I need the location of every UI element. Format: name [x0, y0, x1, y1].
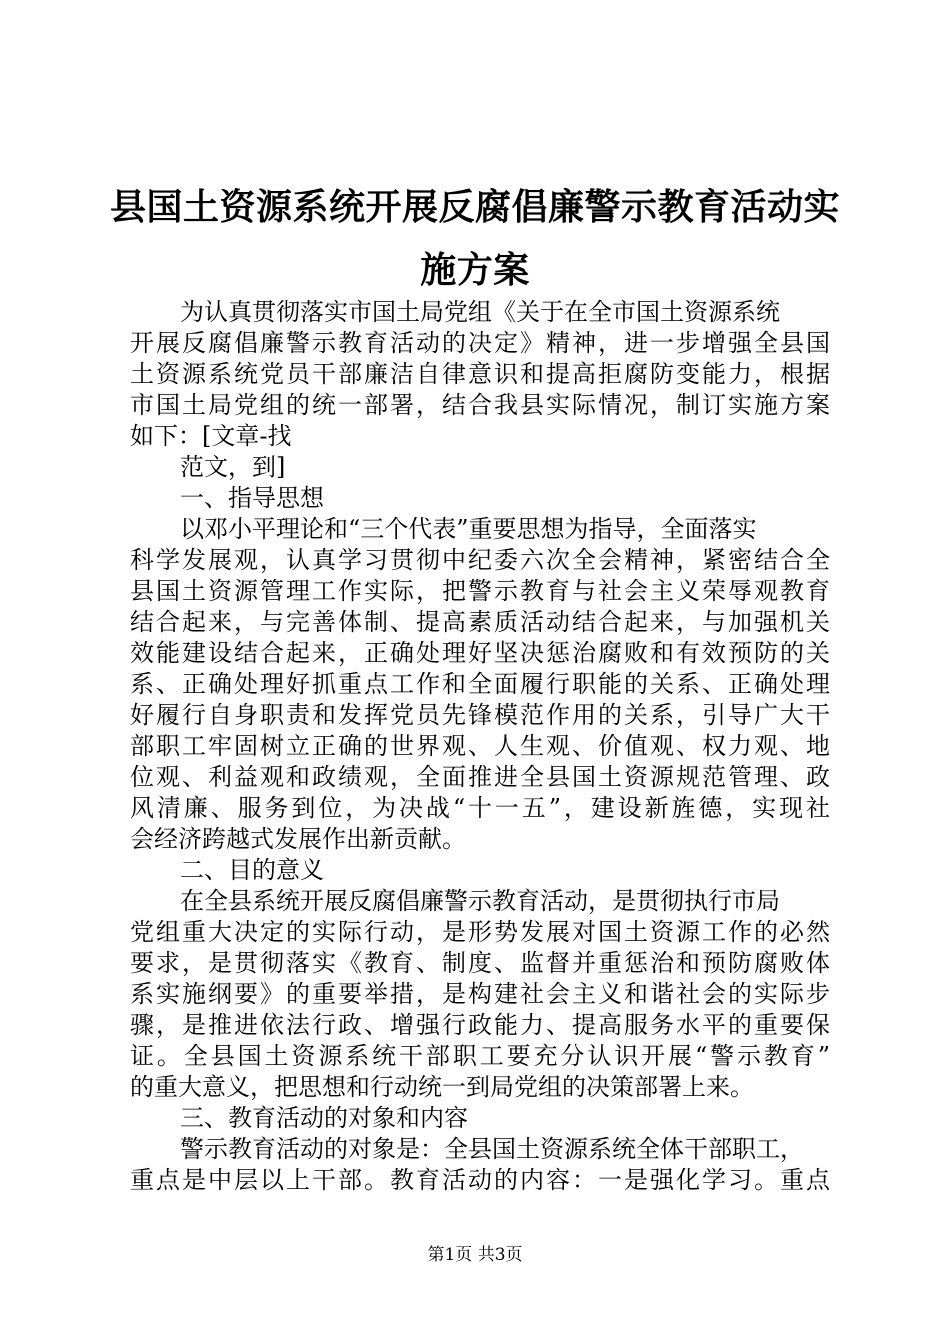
body-line: 党组重大决定的实际行动，是形势发展对国土资源工作的必然 — [130, 918, 830, 946]
body-line: 县国土资源管理工作实际，把警示教育与社会主义荣辱观教育 — [130, 577, 830, 605]
document-body — [130, 297, 830, 1196]
body-line: 骤，是推进依法行政、增强行政能力、提高服务水平的重要保 — [130, 1011, 830, 1039]
body-line: 如下：[文章-找 — [130, 422, 292, 450]
body-line: 要求，是贯彻落实《教育、制度、监督并重惩治和预防腐败体 — [130, 949, 830, 977]
body-line: 风清廉、服务到位，为决战“十一五”，建设新旌德，实现社 — [130, 794, 830, 822]
body-line: 证。全县国土资源系统干部职工要充分认识开展“警示教育” — [130, 1042, 830, 1070]
body-line: 土资源系统党员干部廉洁自律意识和提高拒腐防变能力，根据 — [130, 360, 830, 388]
body-line: 位观、利益观和政绩观，全面推进全县国土资源规范管理、政 — [130, 763, 830, 791]
body-line: 好履行自身职责和发挥党员先锋模范作用的关系，引导广大干 — [130, 701, 830, 729]
body-line: 部职工牢固树立正确的世界观、人生观、价值观、权力观、地 — [130, 732, 830, 760]
body-line: 在全县系统开展反腐倡廉警示教育活动，是贯彻执行市局 — [180, 887, 780, 915]
section-heading: 三、教育活动的对象和内容 — [180, 1104, 468, 1132]
document-title-line-2: 施方案 — [420, 249, 530, 291]
body-line: 科学发展观，认真学习贯彻中纪委六次全会精神，紧密结合全 — [130, 546, 830, 574]
body-line: 的重大意义，把思想和行动统一到局党组的决策部署上来。 — [130, 1073, 754, 1101]
body-line: 警示教育活动的对象是：全县国土资源系统全体干部职工， — [180, 1135, 804, 1163]
body-line: 以邓小平理论和“三个代表”重要思想为指导，全面落实 — [180, 515, 757, 543]
body-line: 范文，到] — [180, 453, 286, 481]
body-line: 为认真贯彻落实市国土局党组《关于在全市国土资源系统 — [180, 298, 780, 326]
body-line: 市国土局党组的统一部署，结合我县实际情况，制订实施方案 — [130, 391, 830, 419]
document-title-line-1: 县国土资源系统开展反腐倡廉警示教育活动实 — [109, 186, 840, 228]
body-line: 会经济跨越式发展作出新贡献。 — [130, 825, 466, 853]
body-line: 结合起来，与完善体制、提高素质活动结合起来，与加强机关 — [130, 608, 830, 636]
body-line: 重点是中层以上干部。教育活动的内容：一是强化学习。重点 — [130, 1166, 830, 1194]
page-number-footer: 第1页 共3页 — [427, 1245, 523, 1265]
body-line: 系实施纲要》的重要举措，是构建社会主义和谐社会的实际步 — [130, 980, 830, 1008]
body-line: 开展反腐倡廉警示教育活动的决定》精神，进一步增强全县国 — [130, 329, 830, 357]
body-line: 效能建设结合起来，正确处理好坚决惩治腐败和有效预防的关 — [130, 639, 830, 667]
section-heading: 一、指导思想 — [180, 484, 324, 512]
section-heading: 二、目的意义 — [180, 856, 324, 884]
body-line: 系、正确处理好抓重点工作和全面履行职能的关系、正确处理 — [130, 670, 830, 698]
